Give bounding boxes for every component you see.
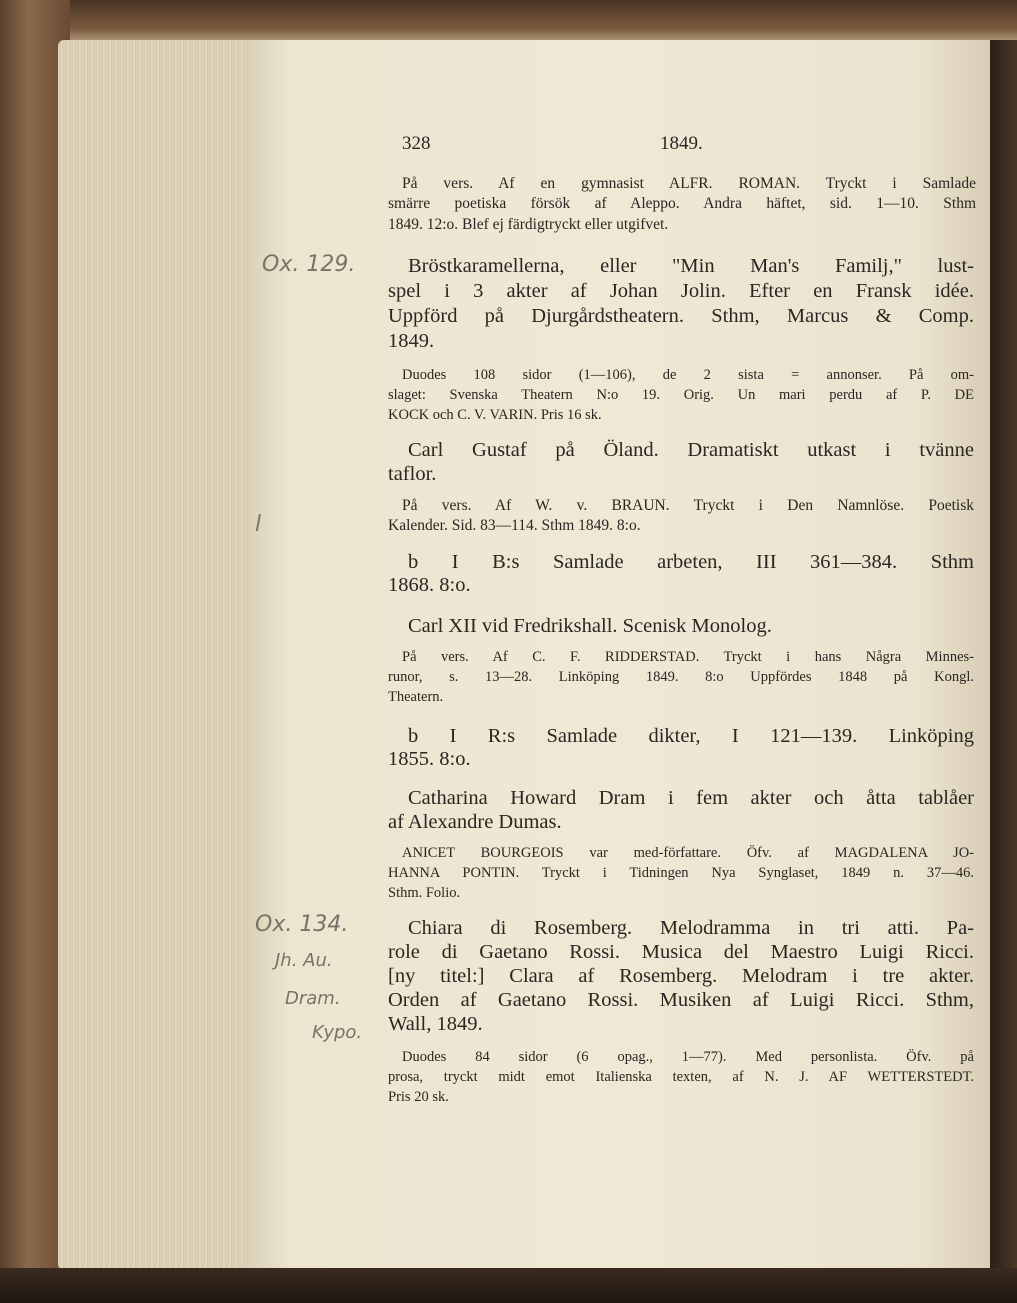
- text-line-35: Pris 20 sk.: [388, 1089, 449, 1105]
- entry-title-catharina-2: af Alexandre Dumas.: [388, 811, 562, 833]
- margin-note-4: Dram.: [285, 988, 341, 1009]
- running-year: 1849.: [660, 133, 703, 154]
- entry-title-carl-gustaf-2: taflor.: [388, 463, 437, 485]
- margin-note-3: Jh. Au.: [275, 950, 333, 971]
- text-line-16: 1868. 8:o.: [388, 574, 471, 596]
- margin-note-2: Ox. 134.: [255, 912, 349, 937]
- entry-title-chiara-4: Orden af Gaetano Rossi. Musiken af Luigi Ricci. Sthm,: [388, 989, 974, 1011]
- text-line-8: Duodes 108 sidor (1—106), de 2 sista = annonser. På om-: [402, 367, 974, 383]
- margin-note-1: Ox. 129.: [262, 252, 356, 277]
- entry-title-carl-xii: Carl XII vid Fredrikshall. Scenisk Monolog.: [408, 615, 772, 637]
- entry-title-catharina-1: Catharina Howard Dram i fem akter och åtta tablåer: [408, 787, 974, 809]
- facing-page-shadow: [990, 40, 1017, 1303]
- page-edges: [58, 40, 248, 1270]
- entry-title-line-2: spel i 3 akter af Johan Jolin. Efter en Fransk idée.: [388, 280, 974, 302]
- entry-title-chiara-2: role di Gaetano Rossi. Musica del Maestro Luigi Ricci.: [388, 941, 974, 963]
- entry-title-chiara-1: Chiara di Rosemberg. Melodramma in tri atti. Pa-: [408, 917, 974, 939]
- text-line-13: På vers. Af W. v. BRAUN. Tryckt i Den Namnlöse. Poetisk: [402, 497, 974, 514]
- entry-title-line-1: Bröstkaramellerna, eller "Min Man's Familj," lust-: [408, 255, 974, 277]
- entry-title-line-3: Uppförd på Djurgårdstheatern. Sthm, Marcus & Comp.: [388, 305, 974, 327]
- bottom-shadow: [0, 1268, 1017, 1303]
- text-line-14: Kalender. Sid. 83—114. Sthm 1849. 8:o.: [388, 517, 641, 534]
- text-line-15: b I B:s Samlade arbeten, III 361—384. Sthm: [408, 551, 974, 573]
- text-line-21: b I R:s Samlade dikter, I 121—139. Linköping: [408, 725, 974, 747]
- text-line-27: Sthm. Folio.: [388, 885, 461, 901]
- text-line-20: Theatern.: [388, 689, 444, 705]
- text-line-9: slaget: Svenska Theatern N:o 19. Orig. Un mari perdu af P. DE: [388, 387, 974, 403]
- entry-title-chiara-3: [ny titel:] Clara af Rosemberg. Melodram i tre akter.: [388, 965, 974, 987]
- text-line-18: På vers. Af C. F. RIDDERSTAD. Tryckt i hans Några Minnes-: [402, 649, 974, 665]
- text-line-10: KOCK och C. V. VARIN. Pris 16 sk.: [388, 407, 602, 423]
- text-line-33: Duodes 84 sidor (6 opag., 1—77). Med personlista. Öfv. på: [402, 1049, 974, 1065]
- text-line-3: 1849. 12:o. Blef ej färdigtryckt eller utgifvet.: [388, 216, 669, 233]
- text-line-34: prosa, tryckt midt emot Italienska texten, af N. J. AF WETTERSTEDT.: [388, 1069, 974, 1085]
- entry-title-line-4: 1849.: [388, 330, 435, 352]
- margin-note-5: Kypo.: [312, 1022, 363, 1043]
- text-line-1: På vers. Af en gymnasist ALFR. ROMAN. Tryckt i Samlade: [402, 175, 976, 192]
- text-line-25: ANICET BOURGEOIS var med-författare. Öfv. af MAGDALENA JO-: [402, 845, 974, 861]
- entry-title-chiara-5: Wall, 1849.: [388, 1013, 483, 1035]
- text-line-2: smärre poetiska försök af Aleppo. Andra häftet, sid. 1—10. Sthm: [388, 195, 976, 212]
- text-line-26: HANNA PONTIN. Tryckt i Tidningen Nya Synglaset, 1849 n. 37—46.: [388, 865, 974, 881]
- text-line-22: 1855. 8:o.: [388, 748, 471, 770]
- entry-title-carl-gustaf-1: Carl Gustaf på Öland. Dramatiskt utkast i tvänne: [408, 439, 974, 461]
- text-line-19: runor, s. 13—28. Linköping 1849. 8:o Uppfördes 1848 på Kongl.: [388, 669, 974, 685]
- margin-note-mark: l: [255, 512, 262, 537]
- page-number: 328: [402, 133, 431, 154]
